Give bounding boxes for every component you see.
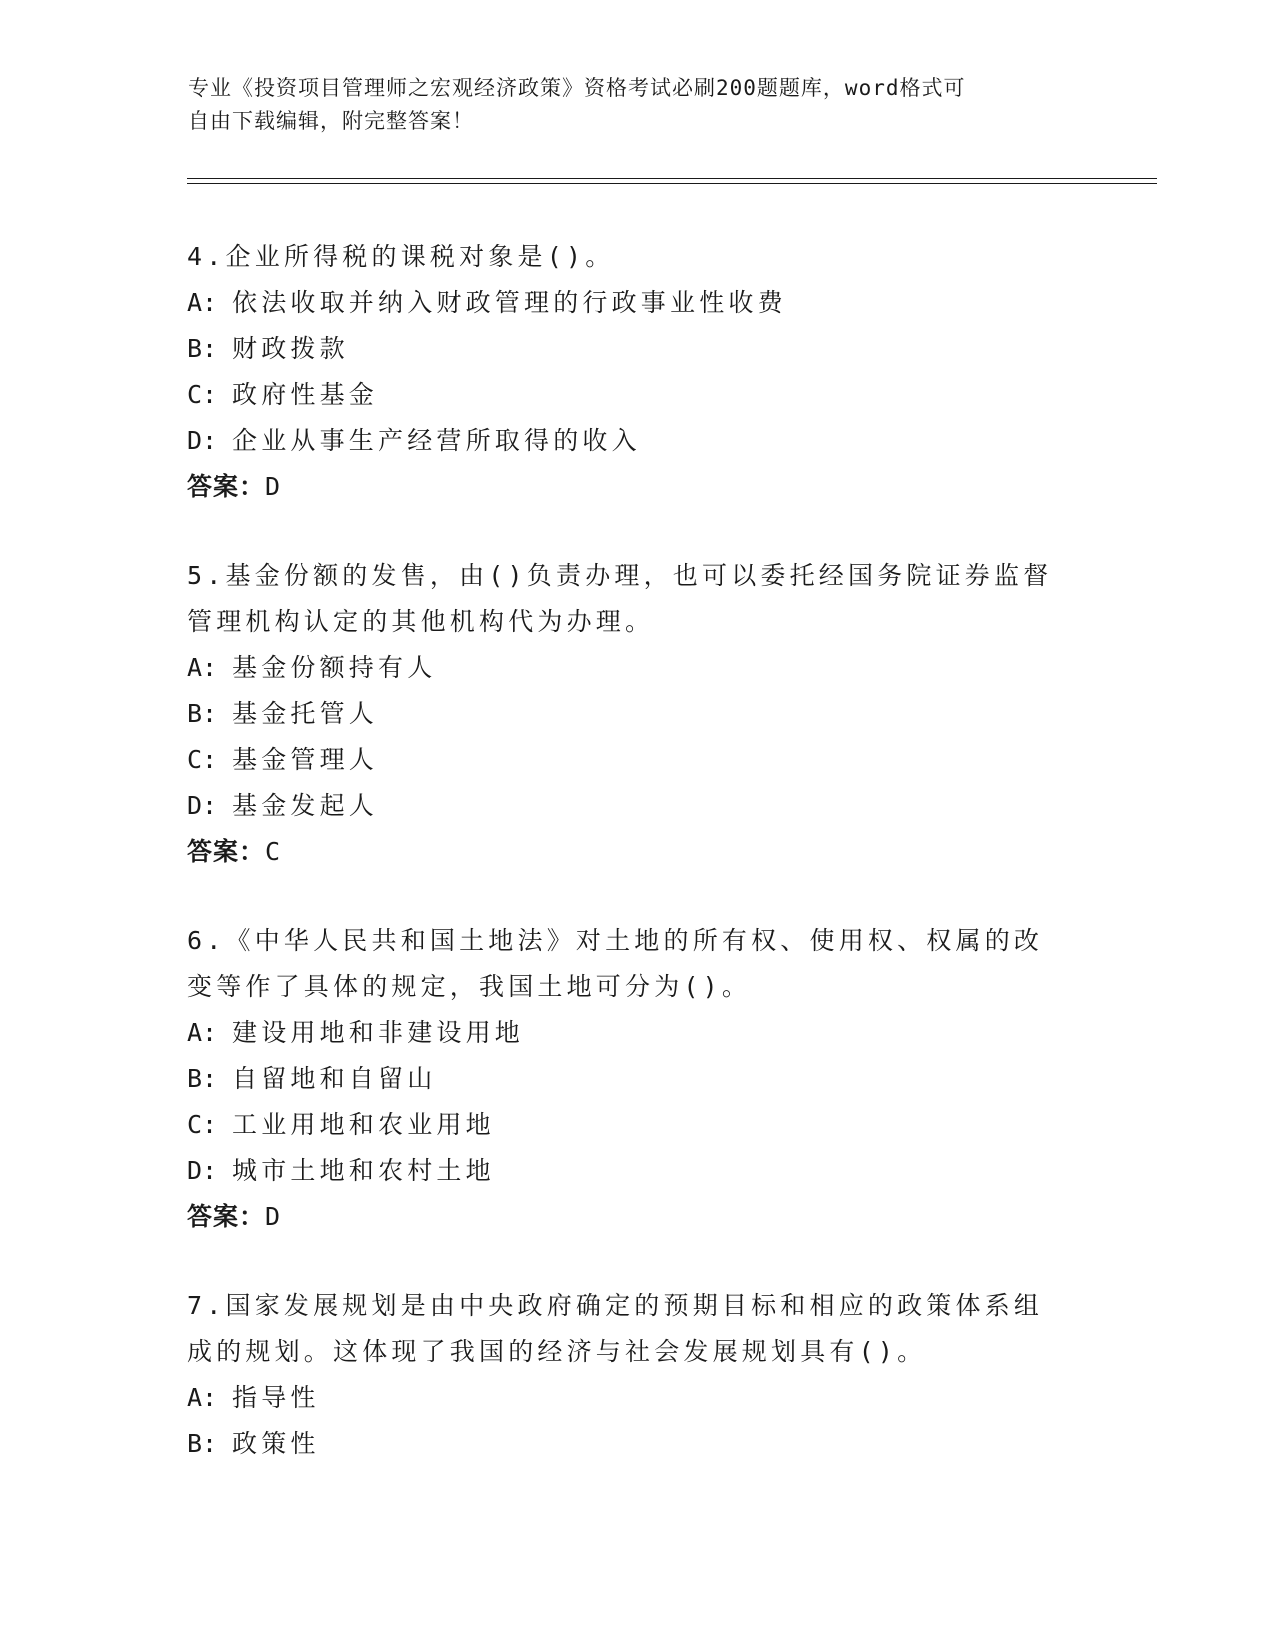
option-b xyxy=(187,691,1067,737)
option-c xyxy=(187,737,1067,783)
question-text: 4.企业所得税的课税对象是()。 xyxy=(187,242,615,271)
option-text: 企业从事生产经营所取得的收入 xyxy=(232,426,641,455)
answer-label: 答案： xyxy=(187,472,266,501)
option-letter: A: xyxy=(187,1383,218,1412)
option-d xyxy=(187,1148,1067,1194)
option-text: 指导性 xyxy=(232,1383,320,1412)
option-a xyxy=(187,1010,1067,1056)
question-4 xyxy=(187,234,1067,510)
answer-label: 答案： xyxy=(187,837,266,866)
question-text: 6.《中华人民共和国土地法》对土地的所有权、使用权、权属的改变等作了具体的规定，我国土地可分为()。 xyxy=(187,926,1044,1001)
option-letter: A: xyxy=(187,1018,218,1047)
option-letter: C: xyxy=(187,745,218,774)
answer-line xyxy=(187,829,1067,875)
question-text: 5.基金份额的发售，由()负责办理，也可以委托经国务院证券监督管理机构认定的其他机构代为办理。 xyxy=(187,561,1053,636)
option-c xyxy=(187,372,1067,418)
answer-value: C xyxy=(265,837,282,866)
answer-label: 答案： xyxy=(187,1202,266,1231)
option-text: 依法收取并纳入财政管理的行政事业性收费 xyxy=(232,288,787,317)
option-letter: B: xyxy=(187,334,218,363)
option-letter: B: xyxy=(187,1429,218,1458)
answer-line xyxy=(187,1194,1067,1240)
question-5 xyxy=(187,553,1067,875)
option-a xyxy=(187,280,1067,326)
option-letter: B: xyxy=(187,1064,218,1093)
option-text: 基金管理人 xyxy=(232,745,379,774)
answer-value: D xyxy=(265,1202,282,1231)
option-text: 财政拨款 xyxy=(232,334,349,363)
header-line-2: 自由下载编辑，附完整答案！ xyxy=(188,109,474,133)
option-letter: C: xyxy=(187,380,218,409)
option-c xyxy=(187,1102,1067,1148)
option-text: 基金份额持有人 xyxy=(232,653,437,682)
option-a xyxy=(187,645,1067,691)
question-6 xyxy=(187,918,1067,1240)
option-letter: D: xyxy=(187,426,218,455)
header-line-1: 专业《投资项目管理师之宏观经济政策》资格考试必刷200题题库，word格式可 xyxy=(188,76,966,100)
option-text: 工业用地和农业用地 xyxy=(232,1110,495,1139)
option-letter: C: xyxy=(187,1110,218,1139)
option-d xyxy=(187,418,1067,464)
option-b xyxy=(187,1421,1067,1467)
option-letter: B: xyxy=(187,699,218,728)
option-letter: D: xyxy=(187,1156,218,1185)
option-a xyxy=(187,1375,1067,1421)
option-letter: A: xyxy=(187,288,218,317)
option-letter: A: xyxy=(187,653,218,682)
option-b xyxy=(187,1056,1067,1102)
option-text: 建设用地和非建设用地 xyxy=(232,1018,525,1047)
question-text: 7.国家发展规划是由中央政府确定的预期目标和相应的政策体系组成的规划。这体现了我国的经济与社会发展规划具有()。 xyxy=(187,1291,1044,1366)
option-text: 城市土地和农村土地 xyxy=(232,1156,495,1185)
option-letter: D: xyxy=(187,791,218,820)
option-text: 基金发起人 xyxy=(232,791,379,820)
option-b xyxy=(187,326,1067,372)
question-list xyxy=(187,234,1067,1510)
option-text: 自留地和自留山 xyxy=(232,1064,437,1093)
option-d xyxy=(187,783,1067,829)
header-divider-top xyxy=(187,178,1157,179)
answer-line xyxy=(187,464,1067,510)
answer-value: D xyxy=(265,472,282,501)
document-header xyxy=(188,72,1068,138)
option-text: 政府性基金 xyxy=(232,380,379,409)
option-text: 政策性 xyxy=(232,1429,320,1458)
option-text: 基金托管人 xyxy=(232,699,379,728)
question-7 xyxy=(187,1283,1067,1467)
header-divider-bottom xyxy=(187,183,1157,184)
